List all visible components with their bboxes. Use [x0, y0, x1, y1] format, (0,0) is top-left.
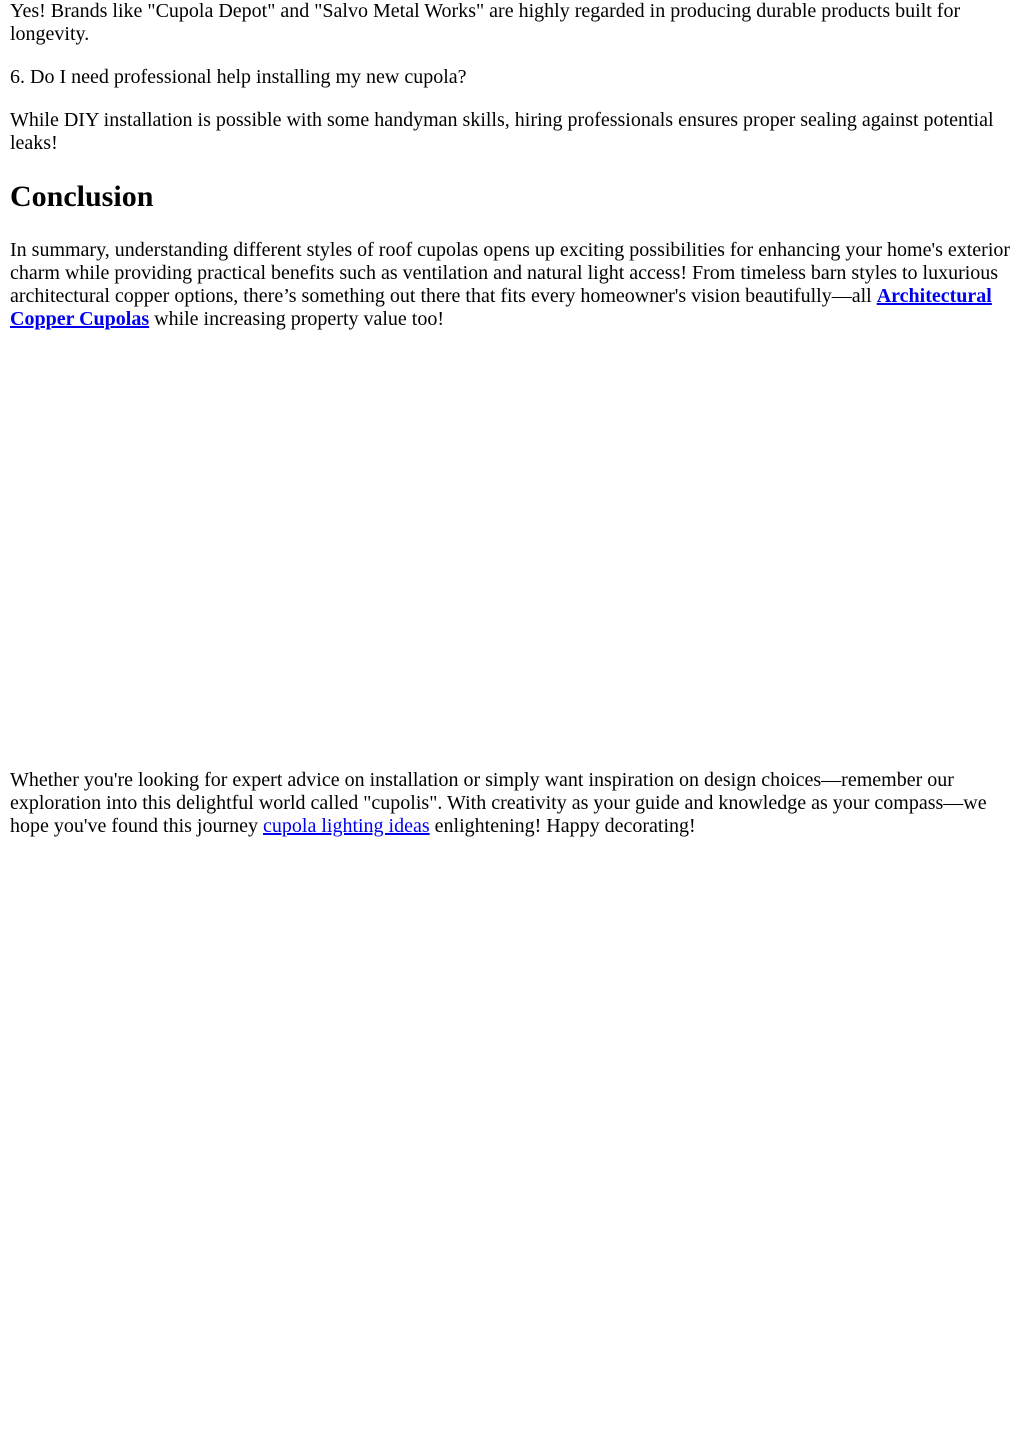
- closing-text-before: Whether you're looking for expert advice on installation or simply want inspiration on design choices—remember our exploration into this delightful world called "cupolis". With creativity as your guide and knowledge as your compass—we hope you've found this journey: [10, 769, 987, 837]
- summary-text-after: while increasing property value too!: [149, 308, 445, 330]
- faq-question-installation: 6. Do I need professional help installing my new cupola?: [10, 66, 467, 88]
- architectural-copper-cupolas-link[interactable]: Architectural Copper Cupolas: [10, 285, 992, 330]
- conclusion-summary-paragraph: [10, 239, 1014, 331]
- closing-text-after: enlightening! Happy decorating!: [429, 815, 696, 837]
- cupola-lighting-ideas-link[interactable]: cupola lighting ideas: [263, 815, 430, 837]
- summary-text-before: In summary, understanding different styles of roof cupolas opens up exciting possibilities for enhancing your home's exterior charm while providing practical benefits such as ventilation and natural light access! From timeless barn styles to luxurious architectural copper options, there’s something out there that fits every homeowner's vision beautifully—all: [10, 239, 1011, 307]
- faq-answer-installation: While DIY installation is possible with some handyman skills, hiring professionals ensures proper sealing against potential leaks!: [10, 109, 994, 154]
- faq-answer-brands: Yes! Brands like "Cupola Depot" and "Salvo Metal Works" are highly regarded in producing durable products built for longevity.: [10, 0, 961, 45]
- blank-space: [10, 331, 1014, 769]
- closing-paragraph: [10, 769, 1014, 838]
- conclusion-heading: Conclusion: [10, 180, 154, 213]
